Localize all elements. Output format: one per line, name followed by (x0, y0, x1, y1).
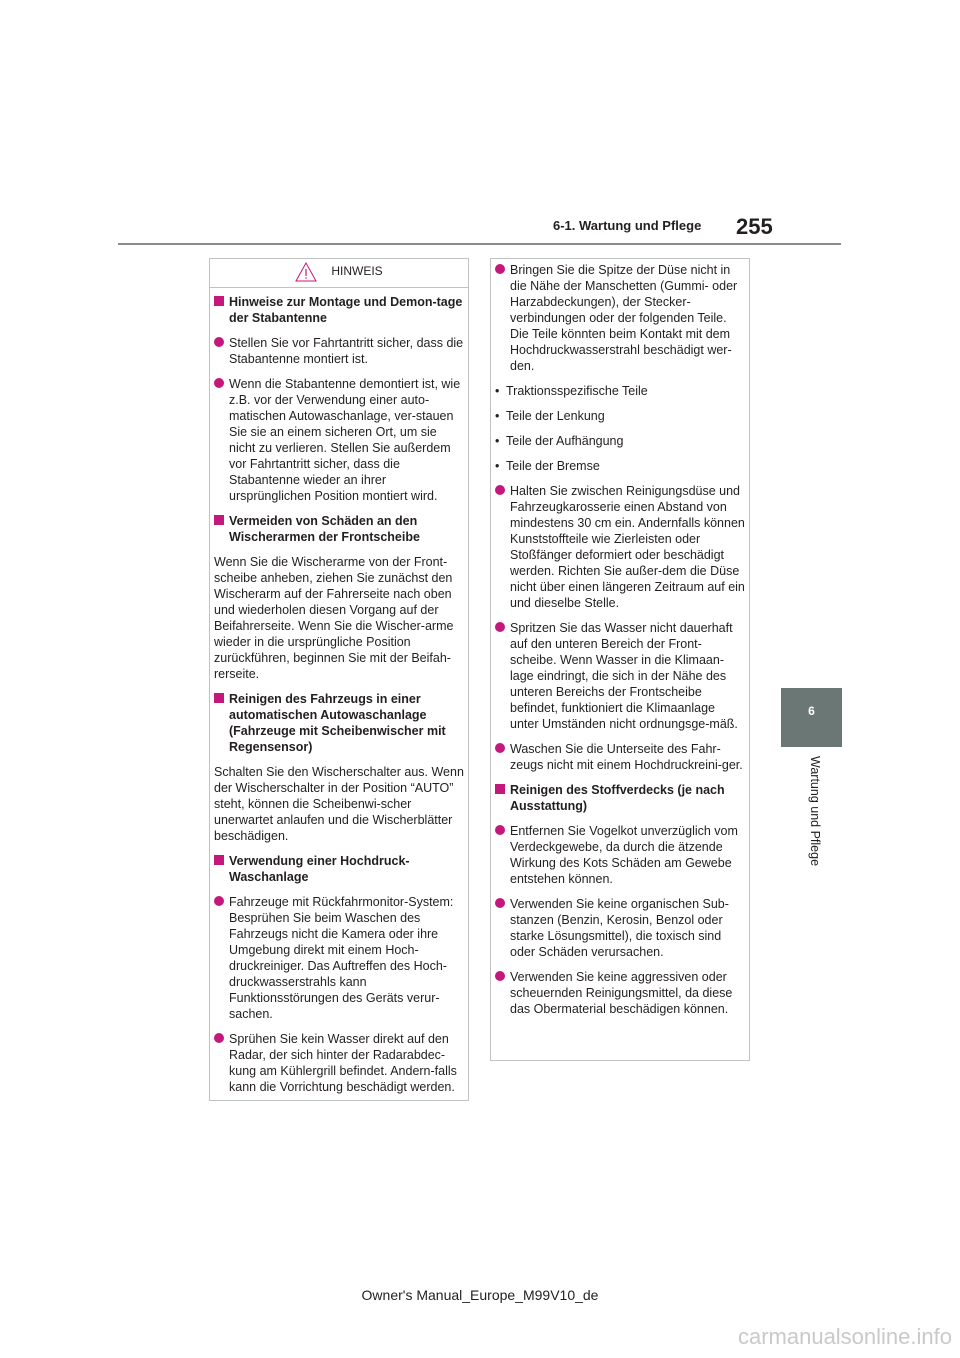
bullet-dot-icon (495, 485, 505, 495)
note-item (495, 823, 745, 887)
bullet-dot-icon (214, 896, 224, 906)
item-text: Teile der Lenkung (506, 409, 605, 423)
note-item (214, 1031, 464, 1095)
note-item (495, 969, 745, 1017)
item-text: Traktionsspezifische Teile (506, 384, 648, 398)
item-text: Stellen Sie vor Fahrtantritt sicher, dass die Stabantenne montiert ist. (229, 336, 464, 366)
note-item (495, 741, 745, 773)
item-text: Halten Sie zwischen Reinigungsdüse und Fahrzeugkarosserie einen Abstand von mindestens 30 cm ein. Andernfalls können Kunststoffteile wie Zierleisten oder Stoßfänger deformiert oder beschädigt werden. Richten Sie außer-dem die Düse nicht über einen längeren Zeitraum auf ein und dieselbe Stelle. (510, 484, 745, 610)
sub-list-item (495, 383, 745, 399)
notice-content-right (495, 262, 745, 1026)
bullet-dot-icon (495, 971, 505, 981)
item-text: Verwendung einer Hochdruck-Waschanlage (229, 854, 410, 884)
bullet-dot-icon (214, 337, 224, 347)
item-text: Entfernen Sie Vogelkot unverzüglich vom Verdeckgewebe, da durch die ätzende Wirkung des Kots Schäden am Gewebe entstehen können. (510, 824, 738, 886)
note-item (495, 620, 745, 732)
square-marker-icon (214, 855, 224, 865)
item-text: Teile der Aufhängung (506, 434, 624, 448)
item-text: Hinweise zur Montage und Demon-tage der Stabantenne (229, 295, 463, 325)
item-text: Verwenden Sie keine organischen Sub-stanzen (Benzin, Kerosin, Benzol oder starke Lösungsmittel), die toxisch sind oder Schäden verursachen. (510, 897, 729, 959)
sub-list-item (495, 458, 745, 474)
note-item (495, 262, 745, 374)
square-marker-icon (214, 296, 224, 306)
note-item (214, 894, 464, 1022)
section-heading (214, 294, 464, 326)
sub-list-item (495, 408, 745, 424)
item-text: Vermeiden von Schäden an den Wischerarmen der Frontscheibe (229, 514, 420, 544)
bullet-dot-icon (495, 622, 505, 632)
section-heading (214, 691, 464, 755)
sub-list-item (495, 433, 745, 449)
section-heading (214, 853, 464, 885)
note-item (495, 896, 745, 960)
bullet-icon: • (495, 409, 500, 423)
footer-text: Owner's Manual_Europe_M99V10_de (361, 1287, 599, 1303)
section-heading (214, 513, 464, 545)
item-text: Reinigen des Stoffverdecks (je nach Ausstattung) (510, 783, 725, 813)
watermark[interactable]: carmanualsonline.info (737, 1324, 952, 1349)
item-text: Verwenden Sie keine aggressiven oder scheuernden Reinigungsmittel, da diese das Obermaterial beschädigen können. (510, 970, 733, 1016)
chapter-label: Wartung und Pflege (808, 756, 822, 867)
chapter-number: 6 (808, 704, 815, 718)
bullet-dot-icon (214, 378, 224, 388)
notice-title: HINWEIS (210, 262, 468, 282)
note-item (495, 483, 745, 611)
warning-triangle-icon (295, 262, 317, 282)
bullet-icon: • (495, 459, 500, 473)
square-marker-icon (214, 693, 224, 703)
chapter-tab[interactable] (781, 688, 842, 747)
section-title: 6-1. Wartung und Pflege (553, 218, 702, 233)
note-item (214, 376, 464, 504)
paragraph: Wenn Sie die Wischerarme von der Front-scheibe anheben, ziehen Sie zunächst den Wischerarm auf der Fahrerseite nach oben und wiederholen diesen Vorgang auf der Beifahrerseite. Wenn Sie die Wischer-arme wieder in die ursprüngliche Position zurückführen, beginnen Sie mit der Beifah-rerseite. (214, 555, 454, 681)
bullet-icon: • (495, 434, 500, 448)
header-rule (118, 243, 841, 245)
bullet-dot-icon (495, 825, 505, 835)
bullet-icon: • (495, 384, 500, 398)
bullet-dot-icon (495, 264, 505, 274)
bullet-dot-icon (214, 1033, 224, 1043)
paragraph: Schalten Sie den Wischerschalter aus. Wenn der Wischerschalter in der Position “AUTO” steht, können die Scheibenwi-scher unerwartet anlaufen und die Wischerblätter beschädigen. (214, 765, 464, 843)
bullet-dot-icon (495, 898, 505, 908)
item-text: Teile der Bremse (506, 459, 600, 473)
note-item (214, 335, 464, 367)
item-text: Sprühen Sie kein Wasser direkt auf den Radar, der sich hinter der Radarabdec-kung am Kühlergrill befindet. Andern-falls kann die Vorrichtung beschädigt werden. (229, 1032, 457, 1094)
page-number: 255 (736, 214, 773, 239)
notice-content-left (214, 294, 464, 1104)
item-text: Bringen Sie die Spitze der Düse nicht in die Nähe der Manschetten (Gummi- oder Harzabdeckungen), der Stecker-verbindungen oder der folgenden Teile. Die Teile könnten beim Kontakt mit dem Hochdruckwasserstrahl beschädigt wer-den. (510, 263, 738, 373)
square-marker-icon (495, 784, 505, 794)
item-text: Waschen Sie die Unterseite des Fahr-zeugs nicht mit einem Hochdruckreini-ger. (510, 742, 743, 772)
bullet-dot-icon (495, 743, 505, 753)
notice-divider (210, 287, 468, 288)
item-text: Wenn die Stabantenne demontiert ist, wie z.B. vor der Verwendung einer auto-matischen Autowaschanlage, ver-stauen Sie sie an einem sicheren Ort, um sie nicht zu verlieren. Stellen Sie außerdem vor Fahrtantritt sicher, dass die Stabantenne wieder an ihrer ursprünglichen Position montiert wird. (229, 377, 461, 503)
square-marker-icon (214, 515, 224, 525)
item-text: Spritzen Sie das Wasser nicht dauerhaft auf den unteren Bereich der Front-scheibe. Wenn Wasser in die Klimaan-lage eindringt, die sich in der Nähe des unteren Bereichs der Frontscheibe befindet, funktioniert die Klimaanlage unter Umständen nicht ordnungsge-mäß. (510, 621, 738, 731)
item-text: Fahrzeuge mit Rückfahrmonitor-System: Besprühen Sie beim Waschen des Fahrzeugs nicht die Kamera oder ihre Umgebung direkt mit einem Hoch-druckreiniger. Das Auftreffen des Hoch-druckwasserstrahls kann Funktionsstörungen des Geräts verur-sachen. (229, 895, 454, 1021)
item-text: Reinigen des Fahrzeugs in einer automatischen Autowaschanlage (Fahrzeuge mit Scheibenwischer mit Regensensor) (229, 692, 446, 754)
section-heading (495, 782, 745, 814)
